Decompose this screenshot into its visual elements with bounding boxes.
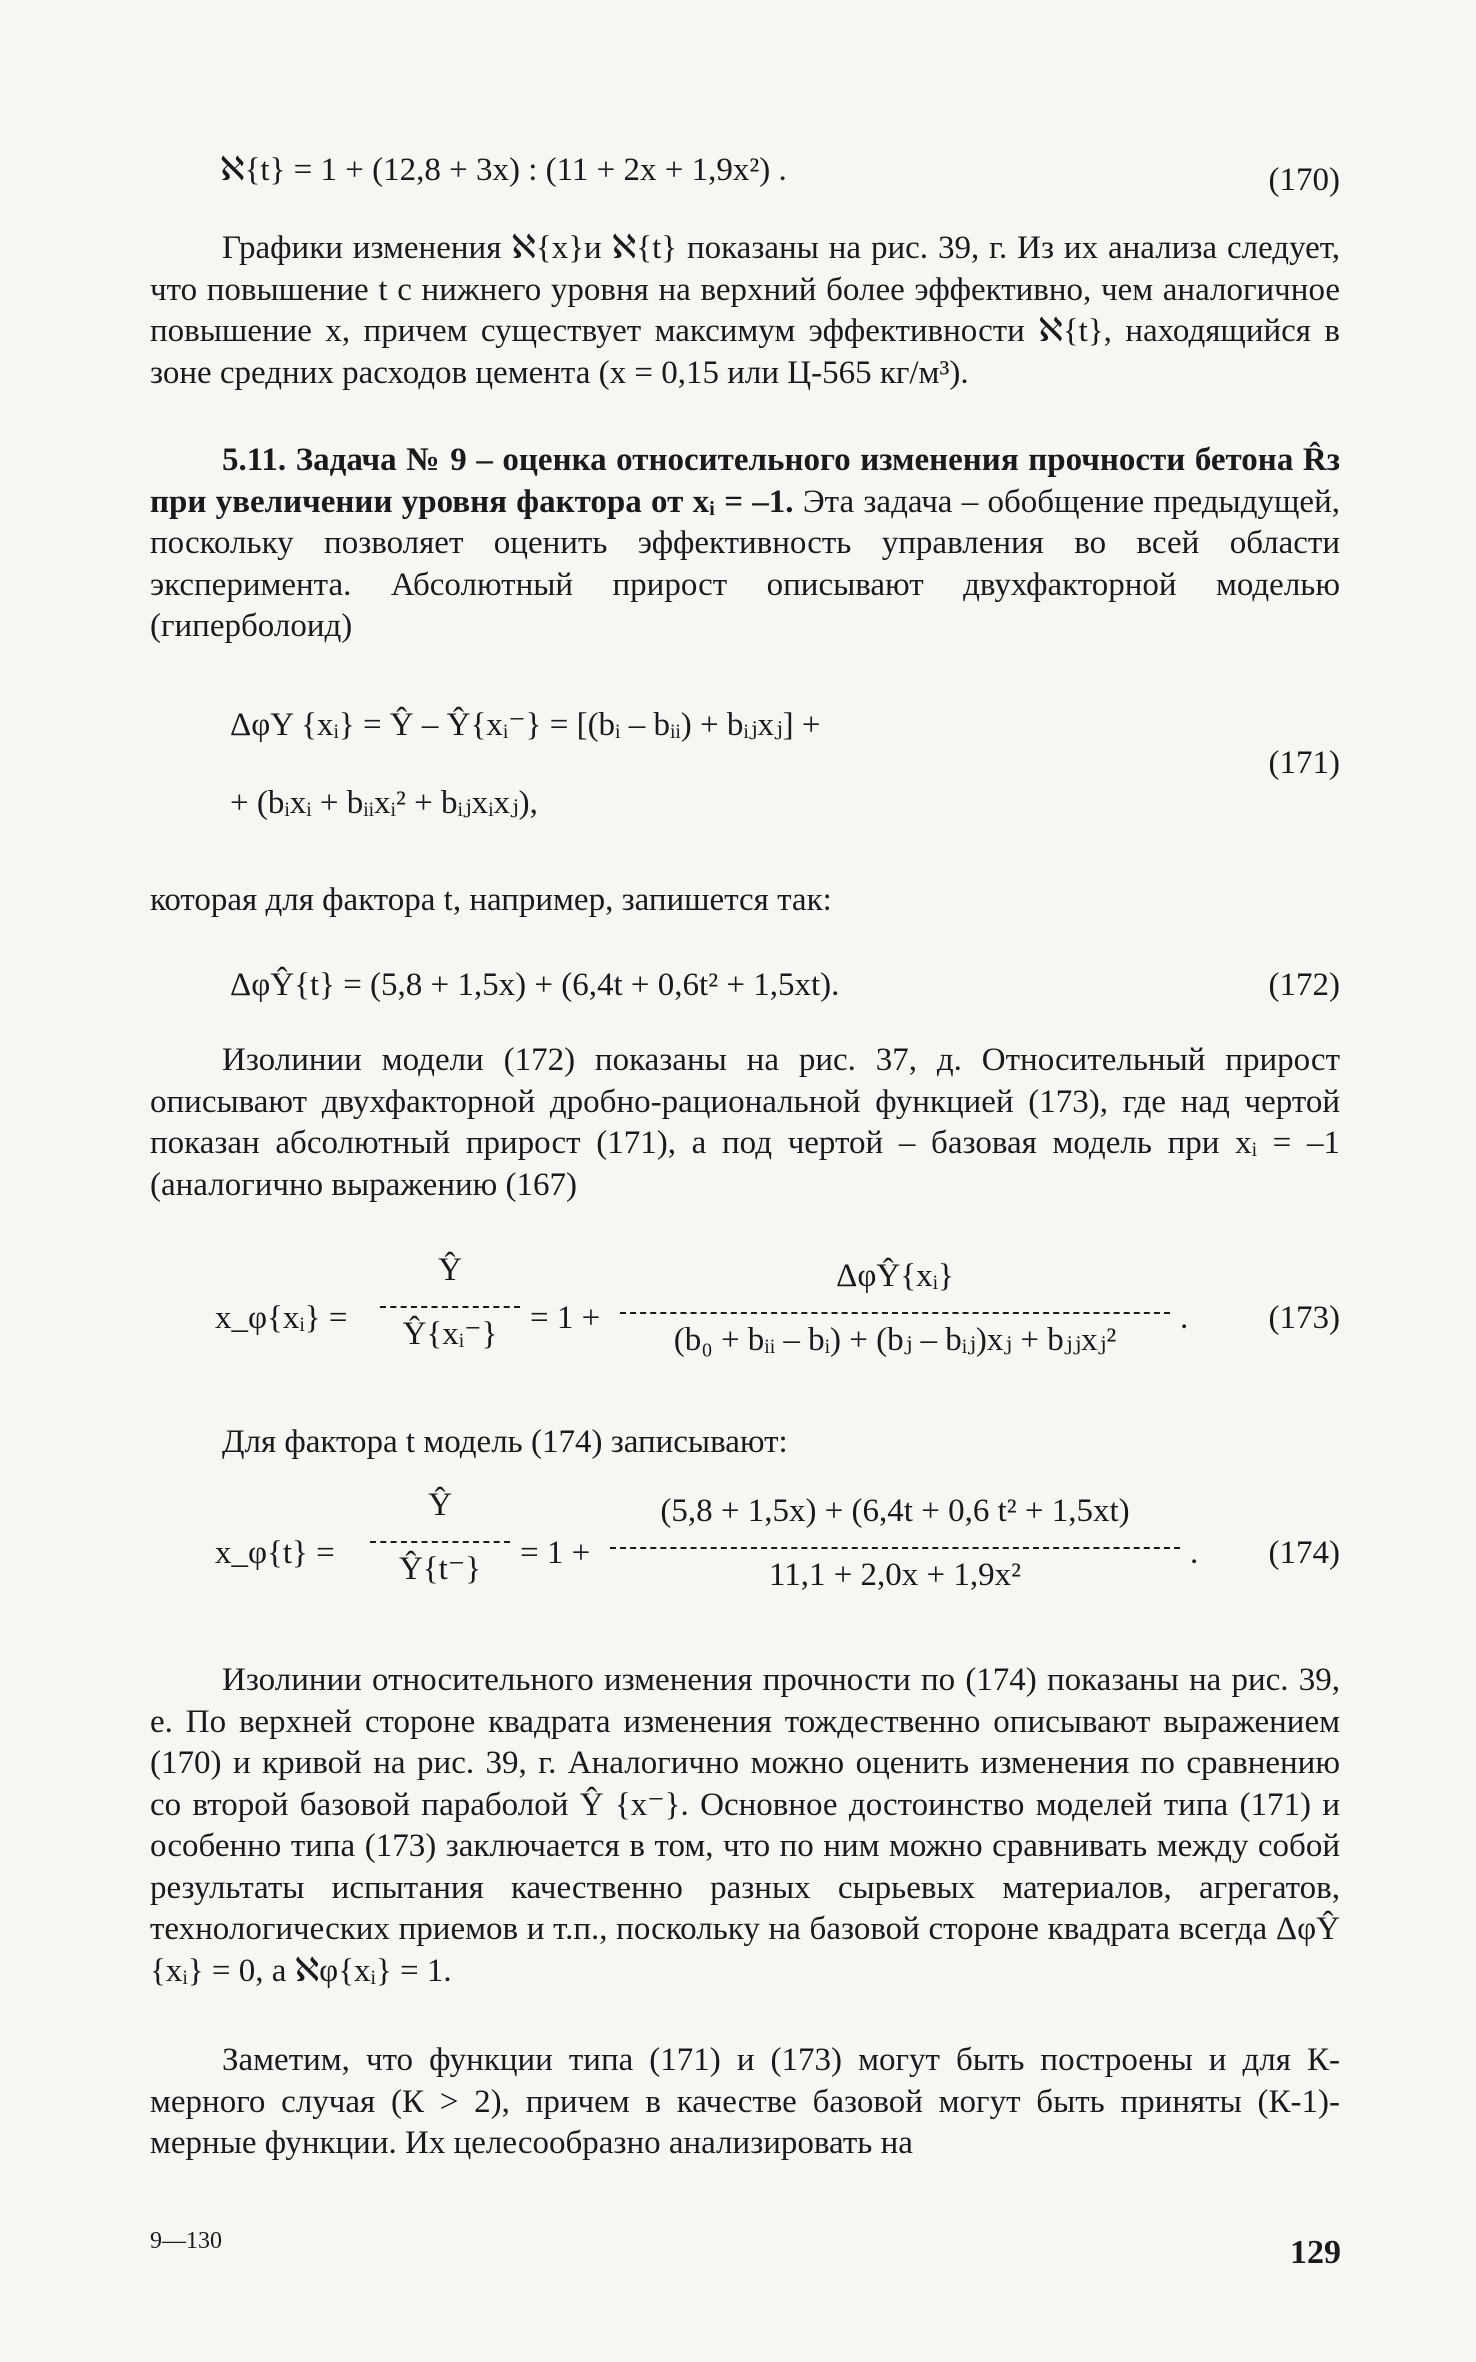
equation-174-bar-1 (370, 1541, 510, 1543)
equation-171-line1: ΔφY {xᵢ} = Ŷ – Ŷ{xᵢ⁻} = [(bᵢ – bᵢᵢ) + bᵢⱼxⱼ] + (230, 707, 821, 743)
equation-174-denominator-2: 11,1 + 2,0x + 1,9x² (768, 1557, 1022, 1593)
section-5-11-heading: 5.11. Задача № 9 – оценка относительного изменения прочности бетона R̂з при увеличении уровня фактора от xᵢ = –1. (150, 442, 1340, 520)
equation-173-tail: . (1180, 1300, 1189, 1336)
paragraph-factor-t-model (150, 1422, 1340, 1464)
paragraph-isolines-174 (150, 1660, 1340, 1992)
paragraph-k-dimensional (150, 2040, 1340, 2165)
paragraph-isolines-172-text: Изолинии модели (172) показаны на рис. 37, д. Относительный прирост описывают двухфакторной дробно-рациональной функцией (173), где над чертой показан абсолютный прирост (171), а под чертой – базовая модель при xᵢ = –1 (аналогично выражению (167) (150, 1042, 1340, 1203)
equation-174-numerator-2: (5,8 + 1,5x) + (6,4t + 0,6 t² + 1,5xt) (660, 1493, 1130, 1529)
equation-174-mid: = 1 + (520, 1535, 591, 1571)
equation-174-bar-2 (610, 1547, 1180, 1549)
equation-173-denominator-2: (b₀ + bᵢᵢ – bᵢ) + (bⱼ – bᵢⱼ)xⱼ + bⱼⱼxⱼ² (673, 1322, 1117, 1358)
equation-174-tail: . (1190, 1535, 1199, 1571)
equation-174-numerator-1: Ŷ (428, 1487, 452, 1523)
equation-173-numerator-2: ΔφŶ{xᵢ} (836, 1258, 954, 1294)
paragraph-k-dimensional-text: Заметим, что функции типа (171) и (173) могут быть построены и для К-мерного случая (К > 2), причем в качестве базовой могут быть приняты (К-1)-мерные функции. Их целесообразно анализировать на (150, 2042, 1340, 2161)
section-5-11-text (150, 440, 1340, 648)
equation-173-fraction-1 (380, 1250, 520, 1290)
equation-173-lhs: x_φ{xᵢ} = (215, 1300, 348, 1336)
equation-173-denominator-1: Ŷ{xᵢ⁻} (402, 1316, 498, 1352)
equation-174 (150, 1485, 1340, 1615)
equation-174-denominator-1: Ŷ{t⁻} (398, 1551, 482, 1587)
equation-173-mid: = 1 + (530, 1300, 601, 1336)
paragraph-graphs (150, 228, 1340, 394)
paragraph-graphs-text: Графики изменения ℵ{x}и ℵ{t} показаны на рис. 39, г. Из их анализа следует, что повышение t с нижнего уровня на верхний более эффективно, чем аналогичное повышение x, причем существует максимум эффективности ℵ{t}, находящийся в зоне средних расходов цемента (x = 0,15 или Ц-565 кг/м³). (150, 230, 1340, 391)
printer-signature: 9—130 (150, 2228, 222, 2254)
paragraph-isolines-174-text: Изолинии относительного изменения прочности по (174) показаны на рис. 39, е. По верхней стороне квадрата изменения тождественно описывают выражением (170) и кривой на рис. 39, г. Аналогично можно оценить изменения по сравнению со второй базовой параболой Ŷ {x⁻}. Основное достоинство моделей типа (171) и особенно типа (173) заключается в том, что по ним можно сравнивать между собой результаты испытания качественно разных сырьевых материалов, агрегатов, технологических приемов и т.п., поскольку на базовой стороне квадрата всегда ΔφŶ {xᵢ} = 0, а ℵφ{xᵢ} = 1. (150, 1662, 1340, 1989)
equation-174-number: (174) (1268, 1535, 1340, 1571)
paragraph-factor-t-model-text: Для фактора t модель (174) записывают: (222, 1424, 788, 1460)
equation-173-numerator-1: Ŷ (438, 1252, 462, 1288)
equation-174-lhs: x_φ{t} = (215, 1535, 335, 1571)
equation-171 (150, 705, 1340, 825)
equation-172-number: (172) (1268, 967, 1340, 1003)
paragraph-factor-t-text: которая для фактора t, например, запишется так: (150, 882, 832, 918)
equation-171-line2: + (bᵢxᵢ + bᵢᵢxᵢ² + bᵢⱼxᵢxⱼ), (230, 785, 538, 821)
equation-170-formula: ℵ{t} = 1 + (12,8 + 3x) : (11 + 2x + 1,9x²) . (220, 152, 787, 188)
page-number: 129 (1290, 2234, 1341, 2271)
equation-173-bar-2 (620, 1312, 1170, 1314)
equation-171-number: (171) (1268, 745, 1340, 781)
equation-172-formula: ΔφŶ{t} = (5,8 + 1,5x) + (6,4t + 0,6t² + 1,5xt). (230, 967, 840, 1003)
paragraph-isolines-172 (150, 1040, 1340, 1206)
equation-173-bar-1 (380, 1306, 520, 1308)
section-5-11-body: Эта задача – обобщение предыдущей, поскольку позволяет оценить эффективность управления во всей области эксперимента. Абсолютный прирост описывают двухфакторной моделью (гиперболоид) (150, 483, 1340, 644)
equation-173-number: (173) (1268, 1300, 1340, 1336)
equation-170-number: (170) (1268, 162, 1340, 198)
section-5-11 (150, 440, 1340, 648)
equation-173 (150, 1250, 1340, 1380)
paragraph-factor-t (150, 880, 1340, 922)
